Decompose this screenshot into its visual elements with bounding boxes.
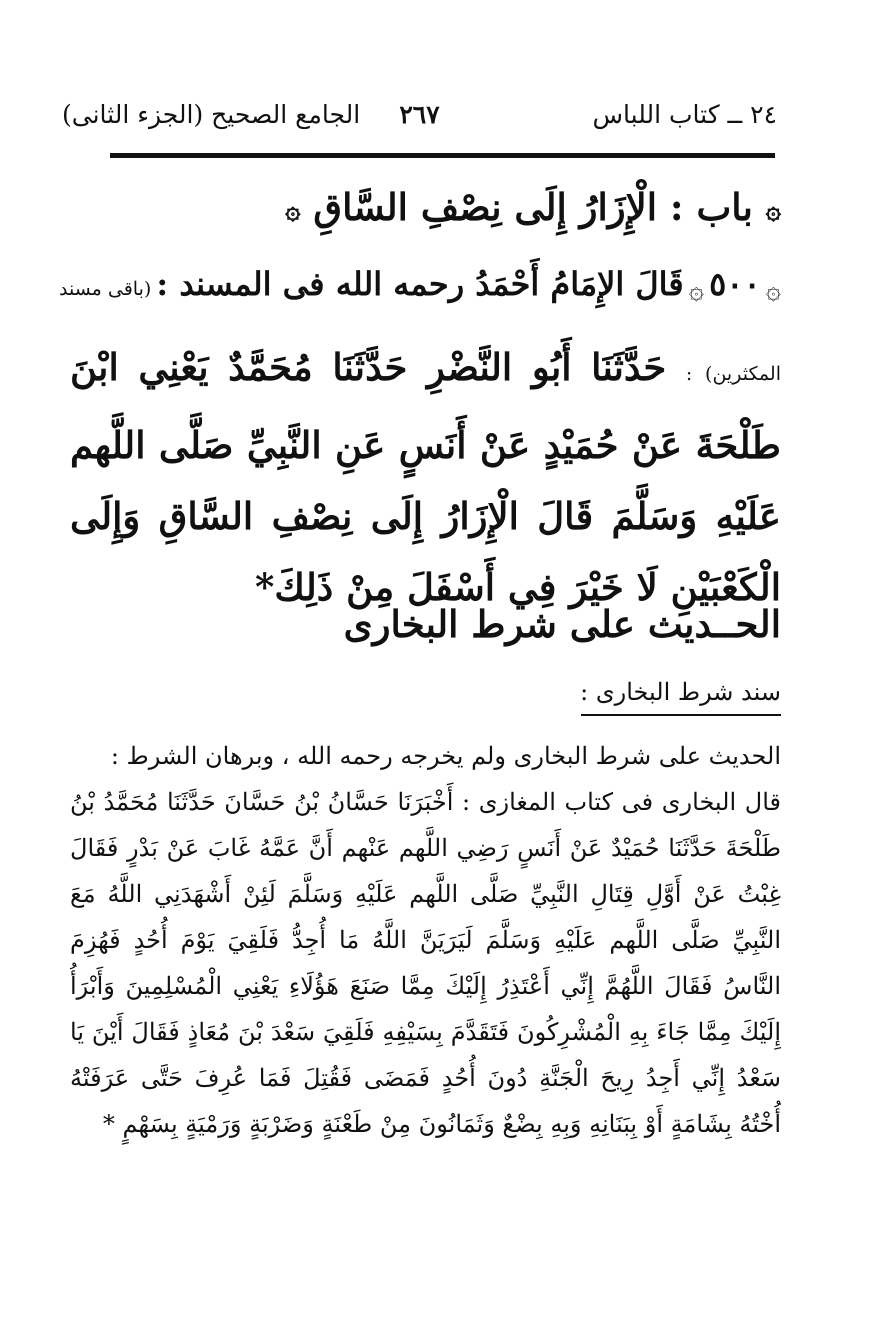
subheading-underline bbox=[581, 714, 781, 716]
hadith-grade: الحــديث على شرط البخارى bbox=[343, 602, 781, 646]
ornament-icon: ۞ bbox=[285, 195, 301, 226]
commentary-paragraph: قال البخارى فى كتاب المغازى : أَخْبَرَنَا حَسَّانُ بْنُ حَسَّانَ حَدَّثَنَا مُحَمَّدُ بْنُ طَلْحَةَ حَدَّثَنَا حُمَيْدٌ عَنْ أَنَسٍ رَضِي اللَّهم عَنْهم أَنَّ عَمَّهُ غَابَ عَنْ بَدْرٍ فَقَالَ غِبْتُ عَنْ أَوَّلِ قِتَالِ النَّبِيِّ صَلَّى اللَّهم عَلَيْهِ وَسَلَّمَ لَئِنْ أَشْهَدَنِي اللَّهُ مَعَ النَّبِيِّ صَلَّى اللَّهم عَلَيْهِ وَسَلَّمَ لَيَرَيَنَّ اللَّهُ مَا أُجِدُّ فَلَقِيَ يَوْمَ أُحُدٍ فَهُزِمَ النَّاسُ فَقَالَ اللَّهُمَّ إِنِّي أَعْتَذِرُ إِلَيْكَ مِمَّا صَنَعَ هَؤُلَاءِ يَعْنِي الْمُسْلِمِينَ وَأَبْرَأُ إِلَيْكَ مِمَّا جَاءَ بِهِ الْمُشْرِكُونَ فَتَقَدَّمَ بِسَيْفِهِ فَلَقِيَ سَعْدَ بْنَ مُعَاذٍ فَقَالَ أَيْنَ يَا سَعْدُ إِنِّي أَجِدُ رِيحَ الْجَنَّةِ دُونَ أُحُدٍ فَمَضَى فَقُتِلَ فَمَا عُرِفَ حَتَّى عَرَفَتْهُ أُخْتُهُ بِشَامَةٍ أَوْ بِبَنَانِهِ وَبِهِ بِضْعٌ وَثَمَانُونَ مِنْ طَعْنَةٍ وَضَرْبَةٍ وَرَمْيَةٍ بِسَهْمٍ * bbox=[70, 788, 781, 1138]
bab-heading bbox=[285, 185, 781, 229]
hadith-text-block bbox=[70, 332, 781, 623]
hadith-reference-start: (باقى مسند bbox=[59, 278, 152, 300]
page-header bbox=[62, 100, 777, 140]
header-divider bbox=[110, 153, 775, 158]
hadith-number: ٥٠٠ bbox=[709, 265, 761, 303]
section-subheading: سند شرط البخارى : bbox=[580, 678, 781, 706]
hadith-text: حَدَّثَنَا أَبُو النَّضْرِ حَدَّثَنَا مُحَمَّدٌ يَعْنِي ابْنَ طَلْحَةَ عَنْ حُمَيْدٍ عَنْ أَنَسٍ عَنِ النَّبِيِّ صَلَّى اللَّهم عَلَيْهِ وَسَلَّمَ قَالَ الْإِزَارُ إِلَى نِصْفِ السَّاقِ وَإِلَى الْكَعْبَيْنِ لَا خَيْرَ فِي أَسْفَلَ مِنْ ذَلِكَ* bbox=[70, 345, 781, 609]
commentary bbox=[70, 733, 781, 1147]
hadith-reference-end: المكثرين) : bbox=[685, 363, 781, 385]
page-number: ٢٦٧ bbox=[399, 100, 440, 129]
chapter-title: ٢٤ ــ كتاب اللباس bbox=[592, 100, 777, 129]
hadith-intro: قَالَ الإِمَامُ أَحْمَدُ رحمه الله فى المسند : bbox=[156, 265, 684, 303]
bab-title: باب : الْإِزَارُ إِلَى نِصْفِ السَّاقِ bbox=[313, 185, 753, 229]
ornament-icon: ۞ bbox=[765, 275, 781, 306]
commentary-intro: الحديث على شرط البخارى ولم يخرجه رحمه الله ، وبرهان الشرط : bbox=[110, 742, 781, 770]
ornament-icon: ۞ bbox=[765, 195, 781, 226]
ornament-icon: ۞ bbox=[688, 275, 705, 306]
hadith-heading bbox=[59, 265, 781, 306]
book-title: الجامع الصحيح (الجزء الثانى) bbox=[62, 100, 361, 129]
